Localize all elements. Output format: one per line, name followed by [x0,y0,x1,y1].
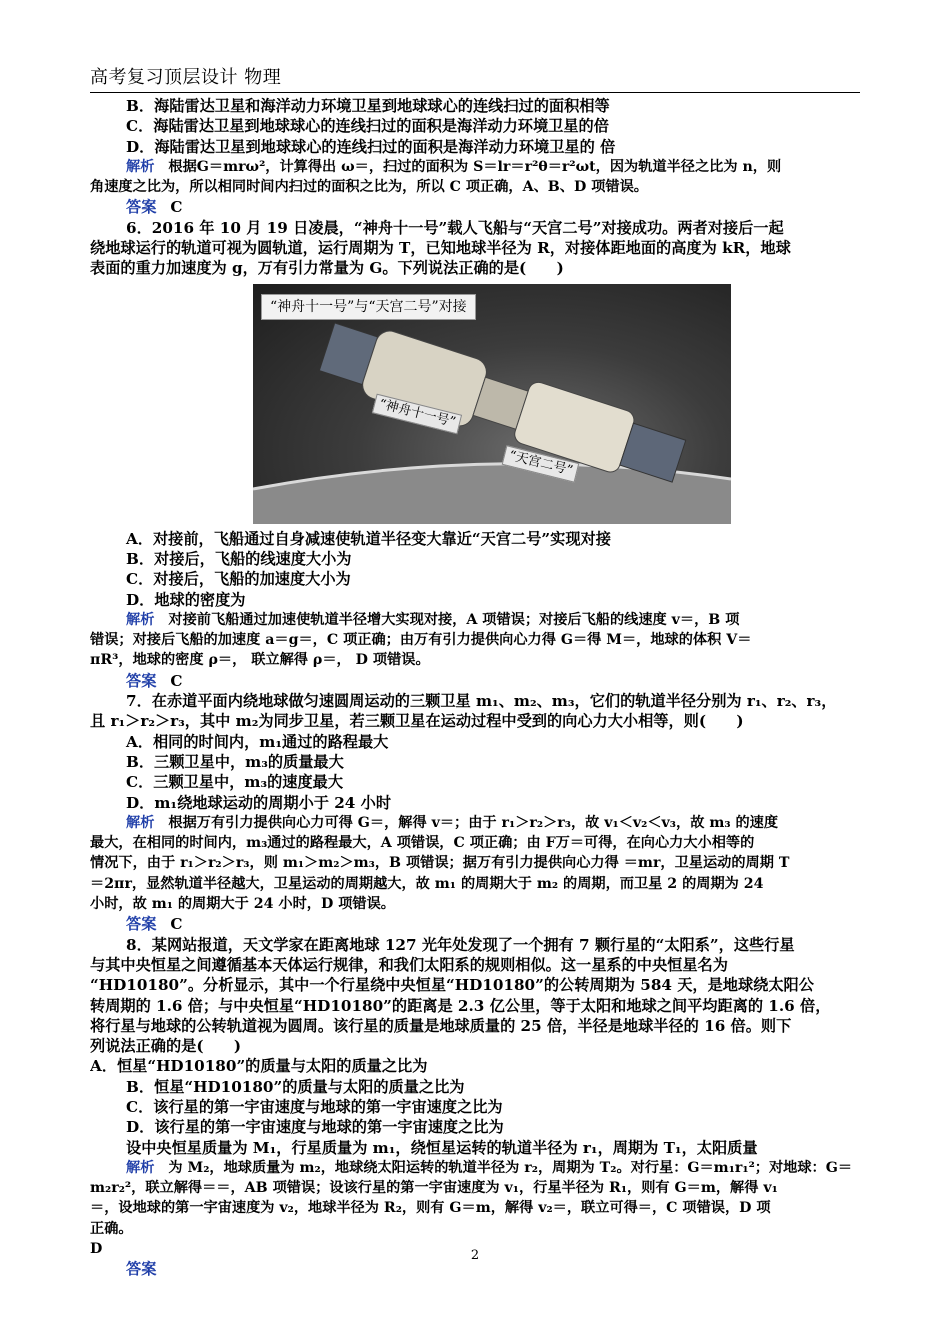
analysis-line: 小时，故 m₁ 的周期大于 24 小时，D 项错误。 [90,896,395,913]
question-line: 与其中央恒星之间遵循基本天体运行规律，和我们太阳系的规则相似。这一星系的中央恒星名为 [90,955,728,974]
analysis-line: 错误；对接后飞船的加速度 a＝g＝，C 项正确；由万有引力提供向心力得 G＝得 M＝，地球的体积 V＝ [90,632,752,649]
analysis-line: πR³，地球的密度 ρ＝， 联立解得 ρ＝， D 项错误。 [90,652,430,669]
option-line: D．海陆雷达卫星到地球球心的连线扫过的面积是海洋动力环境卫星的 倍 [126,137,616,156]
answer-line: 答案 C [126,198,183,217]
option-line: C．三颗卫星中，m₃的速度最大 [126,773,344,792]
analysis-line: 正确。 [90,1220,133,1237]
option-line: 设中央恒星质量为 M₁，行星质量为 m₁，绕恒星运转的轨道半径为 r₁，周期为 T₁，太阳质量 [126,1138,758,1157]
docking-figure [253,284,731,524]
option-line: B．恒星“HD10180”的质量与太阳的质量之比为 [126,1077,465,1096]
question-line: 6．2016 年 10 月 19 日凌晨，“神舟十一号”载人飞船与“天宫二号”对接成功。两者对接后一起 [126,218,784,237]
document-body [90,96,860,1280]
answer-line: 答案 C [126,671,183,690]
question-line: A．恒星“HD10180”的质量与太阳的质量之比为 [90,1057,428,1076]
analysis-line: 角速度之比为，所以相同时间内扫过的面积之比为，所以 C 项正确，A、B、D 项错误。 [90,179,648,196]
option-line: A．对接前，飞船通过自身减速使轨道半径变大靠近“天宫二号”实现对接 [126,529,611,548]
analysis-label: 解析 [126,1159,155,1176]
analysis-line: 最大，在相同的时间内，m₃通过的路程最大，A 项错误，C 项正确；由 F万＝可得，在向心力大小相等的 [90,835,755,852]
analysis-label: 解析 [126,814,155,831]
analysis-line: 解析 对接前飞船通过加速使轨道半径增大实现对接，A 项错误；对接后飞船的线速度 v＝，B 项 [126,611,740,628]
question-line: 绕地球运行的轨道可视为圆轨道，运行周期为 T，已知地球半径为 R，对接体距地面的高度为 kR，地球 [90,239,791,258]
figure-title: “神舟十一号”与“天宫二号”对接 [261,294,476,320]
analysis-line: D [90,1241,103,1258]
analysis-line: m₂r₂²，联立解得＝＝，AB 项错误；设该行星的第一宇宙速度为 v₁，行星半径为 R₁，则有 G＝m，解得 v₁ [90,1180,778,1197]
option-line: B．三颗卫星中，m₃的质量最大 [126,752,344,771]
question-line: 列说法正确的是( ) [90,1037,242,1056]
question-line: 且 r₁＞r₂＞r₃，其中 m₂为同步卫星，若三颗卫星在运动过程中受到的向心力大小相等，则( ) [90,712,744,731]
answer-line: 答案 C [126,915,183,934]
question-line: 将行星与地球的公转轨道视为圆周。该行星的质量是地球质量的 25 倍，半径是地球半径的 16 倍。则下 [90,1016,792,1035]
analysis-label: 解析 [126,158,155,175]
page-header [90,66,860,93]
option-line: C．该行星的第一宇宙速度与地球的第一宇宙速度之比为 [126,1097,503,1116]
option-line: B．海陆雷达卫星和海洋动力环境卫星到地球球心的连线扫过的面积相等 [126,97,610,115]
analysis-line: 情况下，由于 r₁＞r₂＞r₃，则 m₁＞m₂＞m₃，B 项错误；据万有引力提供向心力得 ＝mr，卫星运动的周期 T [90,855,790,872]
question-line: 8．某网站报道，天文学家在距离地球 127 光年处发现了一个拥有 7 颗行星的“太阳系”，这些行星 [126,935,795,954]
analysis-line: ＝，设地球的第一宇宙速度为 v₂，地球半径为 R₂，则有 G＝m，解得 v₂＝，联立可得＝，C 项错误，D 项 [90,1200,771,1217]
docking-illustration [253,284,731,524]
question-line: 7．在赤道平面内绕地球做匀速圆周运动的三颗卫星 m₁、m₂、m₃，它们的轨道半径分别为 r₁、r₂、r₃， [126,692,837,711]
answer-label: 答案 [126,198,157,217]
option-line: D．m₁绕地球运动的周期小于 24 小时 [126,793,392,812]
option-line: A．相同的时间内，m₁通过的路程最大 [126,732,389,751]
question-line: “HD10180”。分析显示，其中一个行星绕中央恒星“HD10180”的公转周期为 584 天，是地球绕太阳公 [90,976,814,995]
header-title: 高考复习顶层设计 物理 [90,67,282,88]
analysis-line: 解析 根据万有引力提供向心力可得 G＝，解得 v＝；由于 r₁＞r₂＞r₃，故 v₁＜v₂＜v₃，故 m₃ 的速度 [126,814,779,831]
analysis-line: ＝2πr，显然轨道半径越大，卫星运动的周期越大，故 m₁ 的周期大于 m₂ 的周期，而卫星 2 的周期为 24 [90,875,764,892]
page-number: 2 [470,1248,480,1263]
option-line: D．该行星的第一宇宙速度与地球的第一宇宙速度之比为 [126,1118,504,1137]
option-line: C．海陆雷达卫星到地球球心的连线扫过的面积是海洋动力环境卫星的倍 [126,117,609,136]
option-line: B．对接后，飞船的线速度大小为 [126,549,352,568]
analysis-line: 解析 为 M₂，地球质量为 m₂，地球绕太阳运转的轨道半径为 r₂，周期为 T₂。对行星：G＝m₁r₁²；对地球：G＝ [126,1159,853,1176]
question-line: 转周期的 1.6 倍；与中央恒星“HD10180”的距离是 2.3 亿公里，等于太阳和地球之间平均距离的 1.6 倍， [90,996,831,1015]
answer-label: 答案 [126,915,157,934]
answer-label: 答案 [126,1260,157,1279]
shenzhou-tag: “神舟十一号” [372,393,463,434]
question-line: 表面的重力加速度为 g，万有引力常量为 G。下列说法正确的是( ) [90,259,564,278]
answer-label: 答案 [126,671,157,690]
tiangong-tag: “天宫二号” [502,445,580,483]
option-line: D．地球的密度为 [126,590,246,609]
analysis-label: 解析 [126,611,155,628]
option-line: C．对接后，飞船的加速度大小为 [126,570,351,589]
analysis-line: 解析 根据G＝mrω²，计算得出 ω＝，扫过的面积为 S＝lr＝r²θ＝r²ωt，因为轨道半径之比为 n，则 [126,158,782,175]
